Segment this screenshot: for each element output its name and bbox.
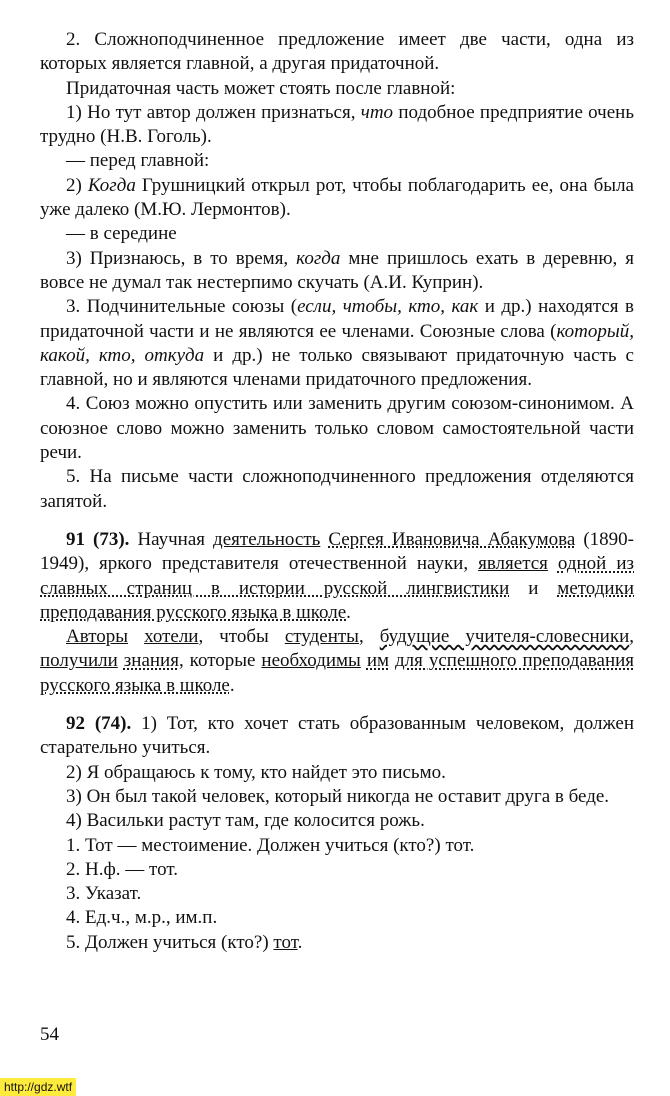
watermark-link[interactable]: http://gdz.wtf	[0, 1078, 76, 1096]
paragraph-middle: — в середине	[66, 223, 177, 245]
paragraph-3: 3. Подчинительные союзы (если, чтобы, кто, как и др.) находятся в придаточной части и не являются ее членами. Союзные слова (который, какой, кто, откуда и др.) не только связывают придаточную часть с главной, но и являются членами придаточного предложения.	[40, 296, 634, 391]
page-number: 54	[40, 1024, 59, 1045]
exercise-92-line-9: 5. Должен учиться (кто?) тот.	[66, 931, 303, 953]
exercise-92-line-4: 4) Васильки растут там, где колосится рожь.	[66, 810, 425, 832]
exercise-92-line-8: 4. Ед.ч., м.р., им.п.	[66, 907, 218, 929]
example-3: 3) Признаюсь, в то время, когда мне пришлось ехать в деревню, я вовсе не думал так нестерпимо скучать (А.И. Куприн).	[40, 247, 635, 293]
exercise-number: 91 (73).	[66, 528, 130, 550]
paragraph-5: 5. На письме части сложноподчиненного предложения отделяются запятой.	[40, 466, 634, 512]
exercise-92-line-7: 3. Указат.	[66, 883, 142, 905]
page-text	[40, 28, 634, 955]
example-2: 2) Когда Грушницкий открыл рот, чтобы поблагодарить ее, она была уже далеко (М.Ю. Лермонтов).	[40, 174, 634, 221]
example-1: 1) Но тут автор должен признаться, что подобное предприятие очень трудно (Н.В. Гоголь).	[40, 101, 635, 148]
paragraph-before-main: — перед главной:	[66, 150, 210, 172]
paragraph-2: Придаточная часть может стоять после главной:	[66, 77, 456, 99]
exercise-number: 92 (74).	[66, 713, 132, 735]
exercise-92-line-3: 3) Он был такой человек, который никогда не оставит друга в беде.	[66, 785, 610, 807]
exercise-91-sentence-2: Авторы хотели, чтобы студенты, будущие учителя-словесники, получили знания, которые необходимы им для успешного преподавания русского языка в школе.	[40, 626, 635, 696]
paragraph-4: 4. Союз можно опустить или заменить другим союзом-синонимом. А союзное слово можно заменить только словом самостоятельной части речи.	[40, 393, 634, 464]
exercise-92-line-6: 2. Н.ф. — тот.	[66, 858, 178, 880]
exercise-91: 91 (73). Научная деятельность Сергея Ивановича Абакумова (1890-1949), яркого представителя отечественной науки, является одной из славных страниц в истории русской лингвистики и методики преподавания русского языка в школе.	[40, 528, 634, 623]
exercise-92-line-5: 1. Тот — местоимение. Должен учиться (кто?) тот.	[66, 834, 475, 856]
exercise-92-line-2: 2) Я обращаюсь к тому, кто найдет это письмо.	[66, 761, 446, 783]
paragraph-1: 2. Сложноподчиненное предложение имеет две части, одна из которых является главной, а другая придаточной.	[40, 29, 634, 75]
exercise-92: 92 (74). 1) Тот, кто хочет стать образованным человеком, должен старательно учиться.	[40, 713, 634, 759]
